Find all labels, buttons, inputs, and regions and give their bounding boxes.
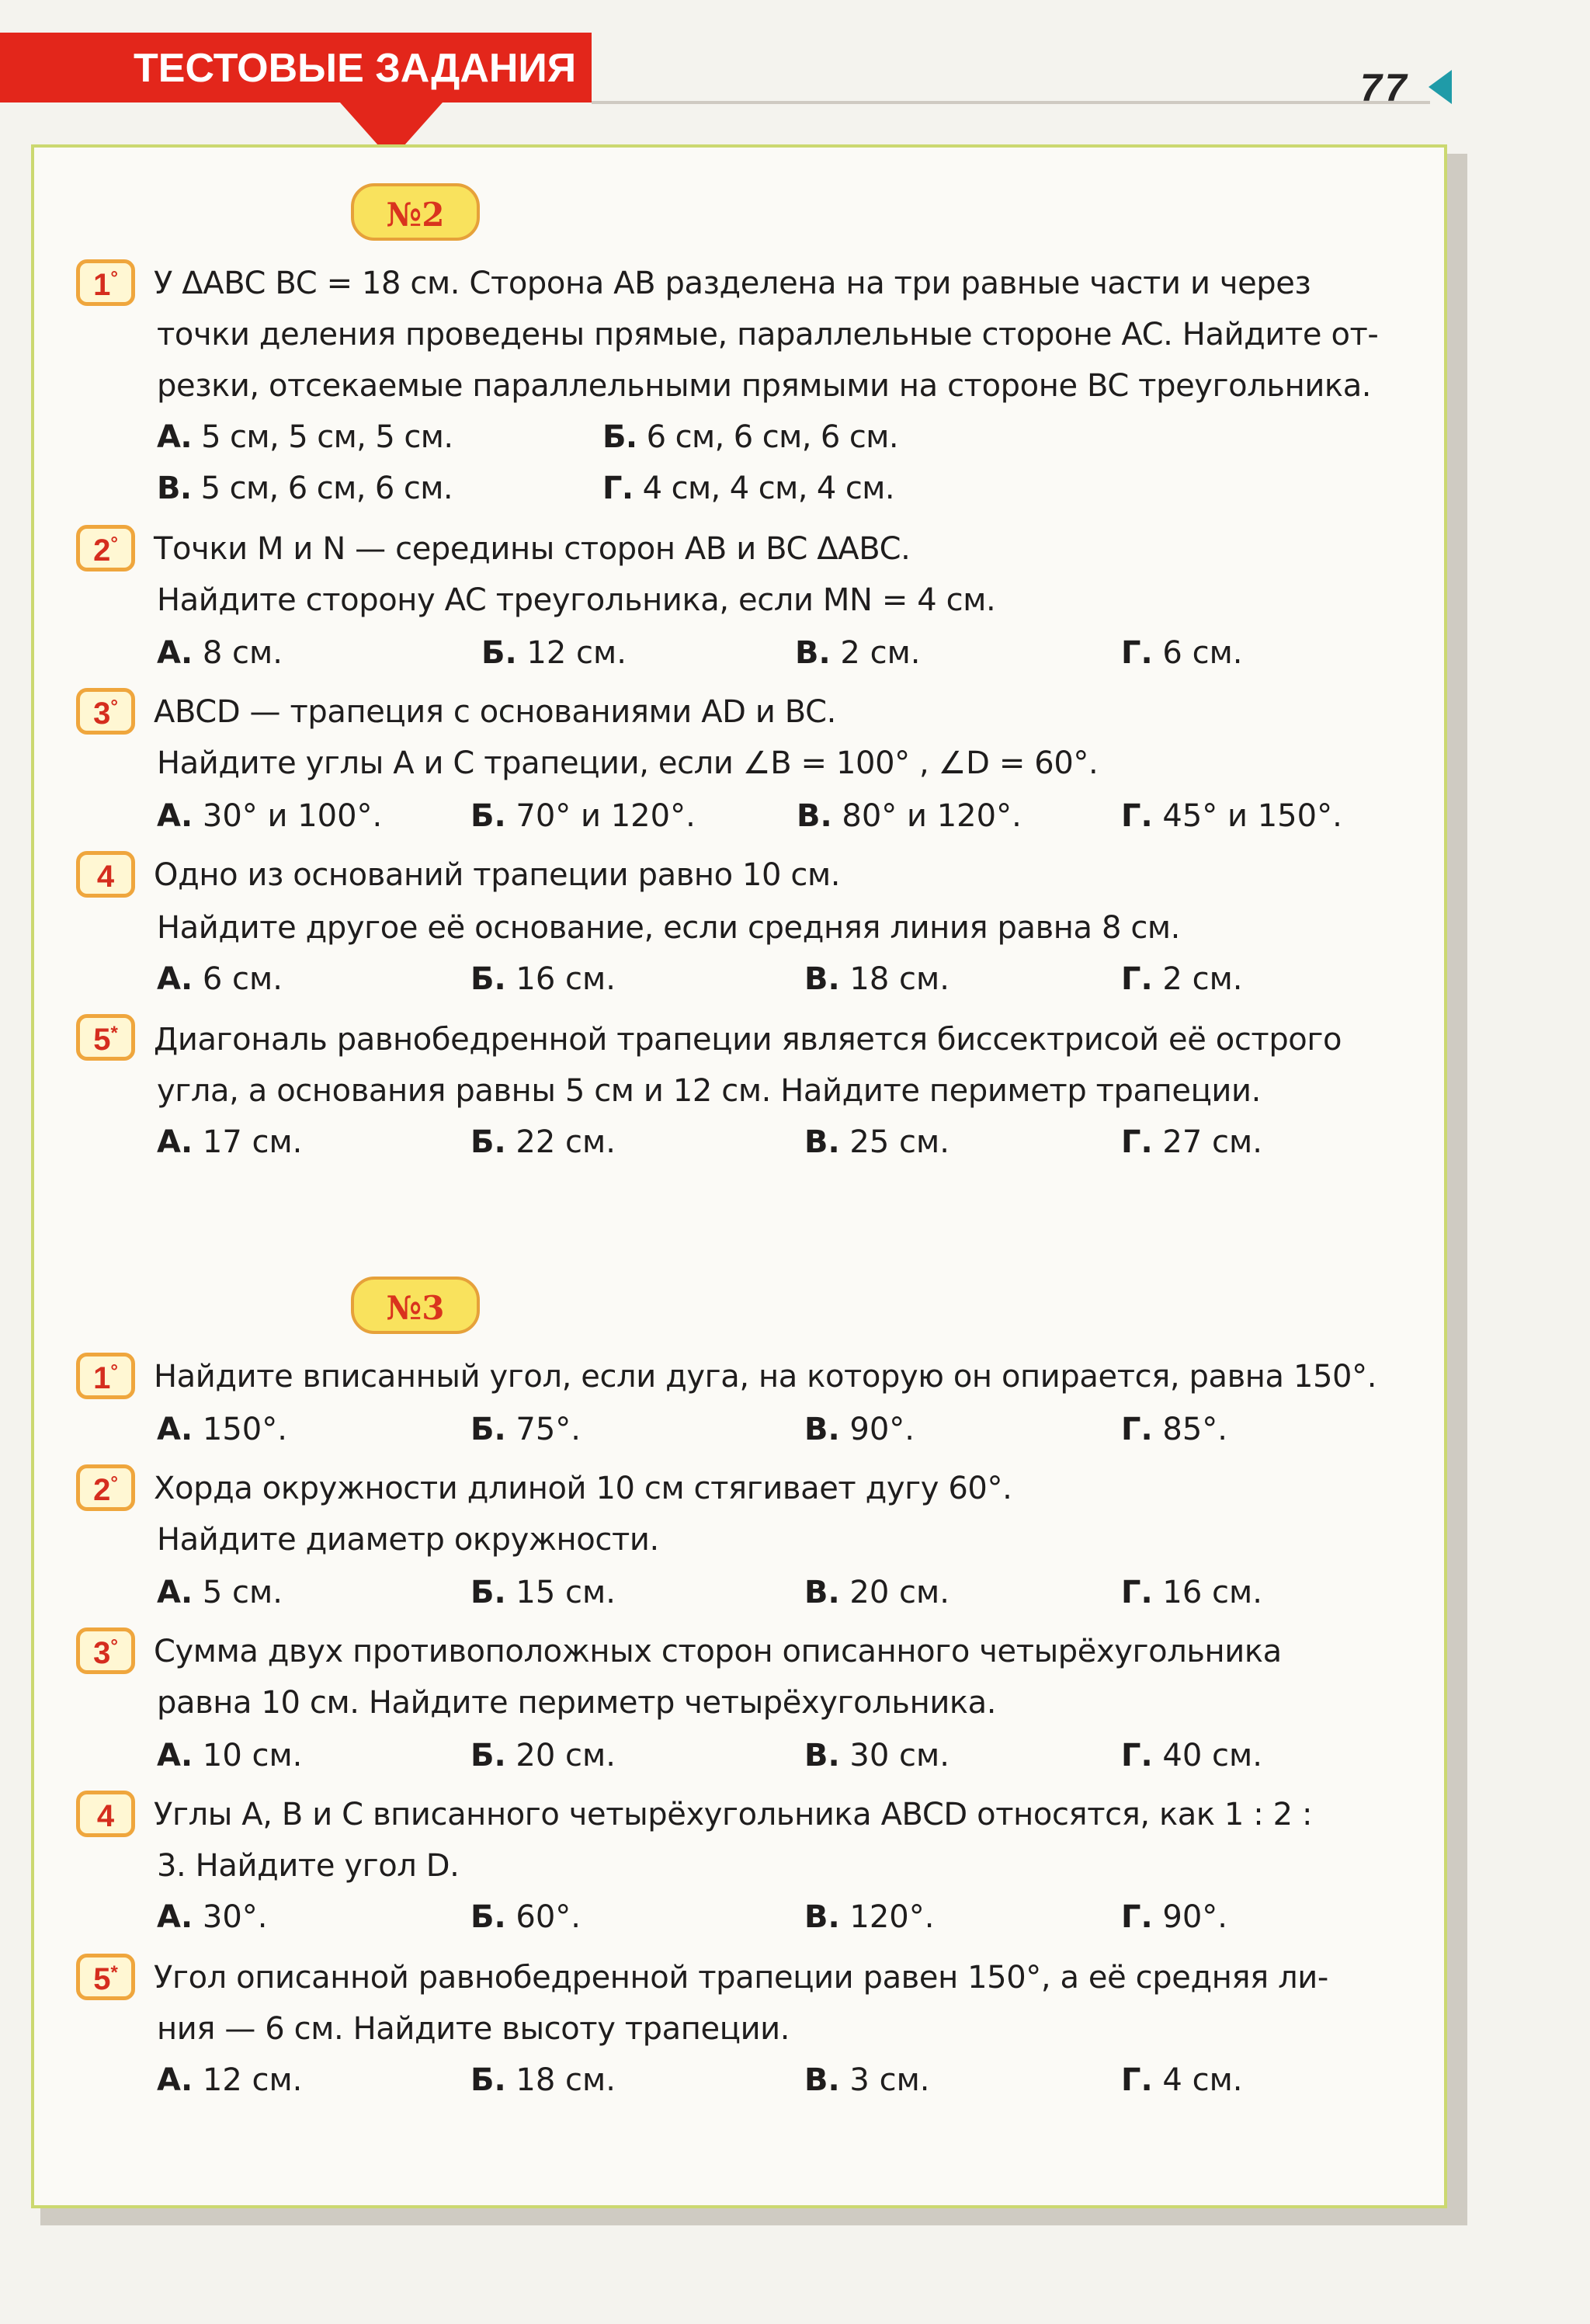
page-arrow-icon [1429,70,1452,104]
answer-option: Г. 2 см. [1121,961,1243,997]
answer-option: Г. 90°. [1121,1899,1228,1935]
question-number-badge: 3° [76,1627,135,1674]
answer-option: А. 10 см. [157,1738,303,1773]
question-number-badge: 5* [76,1954,135,2000]
answer-option: В. 5 см, 6 см, 6 см. [157,471,453,506]
question-text: Найдите сторону AC треугольника, если MN = 4 см. [157,582,996,618]
answer-option: Г. 16 см. [1121,1575,1262,1610]
answer-option: В. 80° и 120°. [797,798,1022,834]
answer-option: Б. 70° и 120°. [470,798,696,834]
question-number-badge: 2° [76,1464,135,1511]
question-text: Хорда окружности длиной 10 см стягивает дугу 60°. [154,1471,1012,1506]
question-text: Одно из оснований трапеции равно 10 см. [154,857,841,893]
question-text: ABCD — трапеция с основаниями AD и BC. [154,694,836,730]
answer-option: Б. 18 см. [470,2062,616,2098]
answer-option: Б. 20 см. [470,1738,616,1773]
question-text: У ΔABC BC = 18 см. Сторона AB разделена на три равные части и через [154,266,1311,301]
answer-option: А. 17 см. [157,1124,303,1160]
answer-option: В. 30 см. [804,1738,949,1773]
answer-option: Б. 60°. [470,1899,581,1935]
page-number: 77 [1360,66,1410,109]
answer-option: В. 2 см. [795,635,921,671]
answer-option: Г. 6 см. [1121,635,1243,671]
answer-option: В. 20 см. [804,1575,949,1610]
question-text: Точки M и N — середины сторон AB и BC ΔABC. [154,531,911,567]
question-number-badge: 1° [76,1353,135,1399]
variant-badge-3: №3 [351,1277,480,1334]
answer-option: А. 150°. [157,1412,287,1447]
answer-option: Г. 4 см. [1121,2062,1243,2098]
question-number-badge: 3° [76,688,135,735]
question-text: точки деления проведены прямые, параллельные стороне AC. Найдите от- [157,317,1379,353]
answer-option: В. 25 см. [804,1124,949,1160]
answer-option: А. 12 см. [157,2062,303,2098]
question-text: Угол описанной равнобедренной трапеции равен 150°, а её средняя ли- [154,1960,1328,1996]
variant-badge-2: №2 [351,183,480,241]
answer-option: В. 90°. [804,1412,915,1447]
answer-option: А. 5 см. [157,1575,283,1610]
answer-option: Б. 16 см. [470,961,616,997]
question-number-badge: 5* [76,1014,135,1061]
question-text: Найдите диаметр окружности. [157,1522,659,1558]
answer-option: Б. 6 см, 6 см, 6 см. [602,419,898,455]
question-text: Найдите углы A и C трапеции, если ∠B = 100° , ∠D = 60°. [157,745,1099,781]
question-text: Найдите вписанный угол, если дуга, на которую он опирается, равна 150°. [154,1359,1377,1395]
answer-option: Г. 40 см. [1121,1738,1262,1773]
header-rule [592,101,1430,104]
answer-option: В. 120°. [804,1899,935,1935]
answer-option: Б. 12 см. [481,635,627,671]
question-text: равна 10 см. Найдите периметр четырёхугольника. [157,1685,997,1721]
question-text: Сумма двух противоположных сторон описанного четырёхугольника [154,1634,1282,1669]
question-text: ния — 6 см. Найдите высоту трапеции. [157,2011,790,2047]
answer-option: Г. 4 см, 4 см, 4 см. [602,471,894,506]
answer-option: Г. 45° и 150°. [1121,798,1342,834]
question-text: угла, а основания равны 5 см и 12 см. Найдите периметр трапеции. [157,1073,1261,1109]
question-number-badge: 1° [76,259,135,306]
question-number-badge: 4 [76,851,135,898]
question-number-badge: 2° [76,525,135,571]
answer-option: Б. 75°. [470,1412,581,1447]
question-text: 3. Найдите угол D. [157,1848,460,1884]
question-number-badge: 4 [76,1791,135,1837]
question-text: резки, отсекаемые параллельными прямыми на стороне BC треугольника. [157,368,1372,404]
answer-option: А. 30°. [157,1899,268,1935]
answer-option: В. 3 см. [804,2062,930,2098]
section-title: ТЕСТОВЫЕ ЗАДАНИЯ [134,46,577,91]
answer-option: Б. 15 см. [470,1575,616,1610]
question-text: Диагональ равнобедренной трапеции является биссектрисой её острого [154,1022,1342,1058]
answer-option: А. 6 см. [157,961,283,997]
answer-option: А. 8 см. [157,635,283,671]
question-text: Углы A, B и C вписанного четырёхугольника ABCD относятся, как 1 : 2 : [154,1797,1313,1832]
answer-option: Б. 22 см. [470,1124,616,1160]
answer-option: А. 5 см, 5 см, 5 см. [157,419,453,455]
answer-option: В. 18 см. [804,961,949,997]
answer-option: Г. 27 см. [1121,1124,1262,1160]
answer-option: А. 30° и 100°. [157,798,383,834]
question-text: Найдите другое её основание, если средняя линия равна 8 см. [157,910,1181,946]
answer-option: Г. 85°. [1121,1412,1228,1447]
